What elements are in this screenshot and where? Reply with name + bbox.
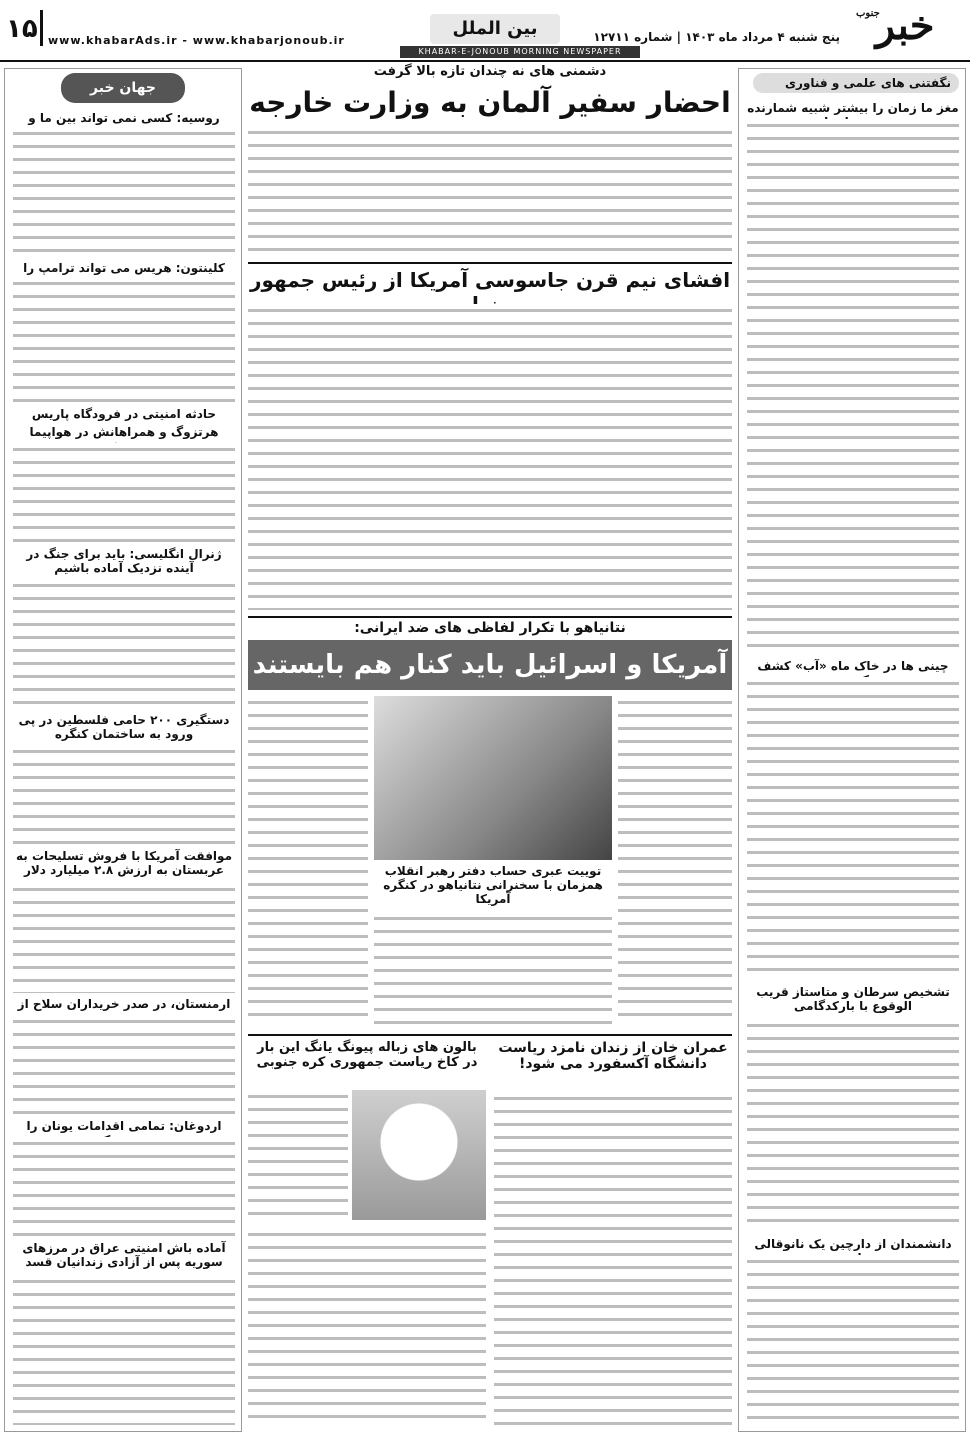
story-body [248,1090,348,1220]
news-title: ارمنستان، در صدر خریداران سلاح از [17,997,231,1011]
news-body [13,1275,235,1425]
balloon-photo [352,1090,486,1220]
headline: عمران خان از زندان نامزد ریاست دانشگاه آکسفورد می شود! [498,1040,728,1072]
netanyahu-photo [374,696,612,860]
story-body [374,912,612,1026]
masthead [0,0,970,62]
english-banner: KHABAR-E-JONOUB MORNING NEWSPAPER [400,46,640,58]
divider [248,1034,732,1036]
logo-subtitle: جنوب [856,8,880,19]
sub-headline: توییت عبری حساب دفتر رهبر انقلاب همزمان با سخنرانی نتانیاهو در کنگره آمریکا [383,864,603,906]
news-body [13,127,235,257]
logo-text: خبر [875,2,935,49]
story-body [248,1228,486,1426]
kicker: نتانیاهو با تکرار لفاظی های ضد ایرانی: [354,620,626,636]
news-title: موافقت آمریکا با فروش تسلیحات به عربستان به ارزش ۲.۸ میلیارد دلار [15,849,232,877]
article-title: دانشمندان از دارچین یک نانوقالی [754,1237,952,1251]
dateline: پنج شنبه ۴ مرداد ماه ۱۴۰۳ | شماره ۱۲۷۱۱ [593,30,840,44]
imran-khan-story [494,1040,732,1430]
world-news-column [4,68,242,1432]
news-title: آماده باش امنیتی عراق در مرزهای سوریه پس از آزادی زندانیان قسد [22,1241,226,1269]
balloon-story [248,1040,486,1430]
story-body [618,696,732,1026]
news-title: روسیه: کسی نمی تواند بین ما و [28,111,220,125]
news-body [13,443,235,543]
story-body [494,1092,732,1426]
story-body [248,696,368,1026]
divider [248,262,732,264]
news-title: کلینتون: هریس می تواند ترامپ را [23,261,225,275]
news-title: هرتزوگ و همراهانش در هواپیما [29,425,219,439]
newspaper-logo [850,2,960,52]
science-column [738,68,966,1432]
headline: افشای نیم قرن جاسوسی آمریکا از رئیس جمهور [249,268,731,292]
article-title: تشخیص سرطان و متاستاز قریب الوقوع با بارکدگامی [756,985,950,1013]
science-section-label: نگفتنی های علمی و فناوری [753,73,959,93]
article-title: مغز ما زمان را بیشتر شبیه شمارنده [747,101,959,115]
news-body [13,883,235,993]
netanyahu-story [248,620,732,1030]
article-body [747,1019,959,1229]
news-title: اردوغان: تمامی اقدامات یونان را [26,1119,222,1133]
kicker: دشمنی های نه چندان تازه بالا گرفت [373,64,607,79]
news-title: ژنرال انگلیسی: باید برای جنگ در آینده نزدیک آماده باشیم [26,547,222,575]
news-body [13,1015,235,1115]
headline: بالون های زباله پیونگ یانگ این بار در کاخ ریاست جمهوری کره جنوبی [256,1040,478,1070]
news-title: حادثه امنیتی در فرودگاه پاریس [31,407,217,421]
news-body [13,745,235,845]
brazil-story [248,268,732,614]
news-body [13,1137,235,1237]
section-title: بین الملل [430,14,560,44]
headline-banner: آمریکا و اسرائیل باید کنار هم بایستند [248,640,732,690]
headline: احضار سفیر آلمان به وزارت خارجه [249,86,731,119]
news-title: دستگیری ۲۰۰ حامی فلسطین در پی ورود به ساختمان کنگره [18,713,230,741]
news-body [13,277,235,403]
article-body [747,1255,959,1425]
world-news-label: جهان خبر [61,73,185,103]
article-title: چینی ها در خاک ماه «آب» کشف [757,659,949,673]
page-number: ۱۵ [6,14,38,44]
story-body [248,304,732,610]
website-url: www.khabarAds.ir - www.khabarjonoub.ir [48,34,345,47]
story-body [248,126,732,256]
germany-story [248,64,732,260]
article-body [747,119,959,649]
divider [248,616,732,618]
article-body [747,677,959,977]
news-body [13,579,235,709]
